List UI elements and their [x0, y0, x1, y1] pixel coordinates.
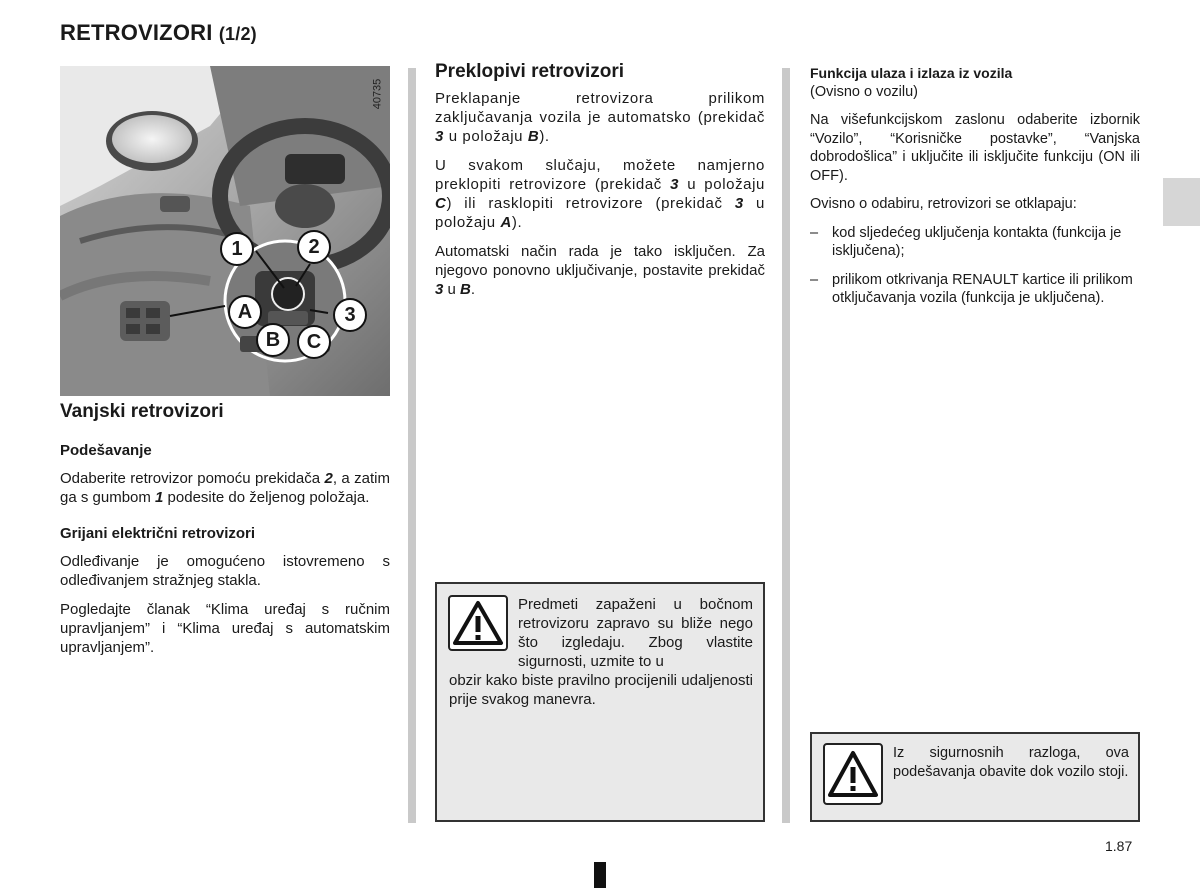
subheading-adjustment: Podešavanje: [60, 442, 152, 459]
unfold-intro-paragraph: Ovisno o odabiru, retrovizori se otklapaju:: [810, 196, 1077, 212]
see-article-paragraph: Pogledajte članak “Klima uređaj s ručnim upravljanjem” i “Klima uređaj s automatskim upravljanjem”.: [60, 601, 390, 656]
list-item: – prilikom otkrivanja RENAULT kartice ili prilikom otključavanja vozila (funkcija je uključena).: [810, 271, 1133, 306]
left-column: [60, 402, 390, 667]
page-number: 1.87: [1105, 838, 1133, 854]
right-column: [810, 64, 1140, 318]
warning-text-bottom: obzir kako biste pravilno procijenili udaljenosti prije svakog manevra.: [449, 672, 753, 708]
section-heading-folding-mirrors: Preklopivi retrovizori: [435, 61, 625, 82]
warning-box-mirror-distance: [435, 582, 765, 822]
warning-triangle-icon: [448, 595, 508, 651]
auto-mode-paragraph: Automatski način rada je tako isključen. Za njegovo ponovno uključivanje, postavite prekidač 3 u B.: [435, 243, 765, 298]
car-interior-illustration: [60, 66, 390, 396]
column-separator-right: [782, 68, 790, 823]
figure-code: 40735: [371, 78, 384, 110]
callout-3: 3: [333, 298, 367, 332]
subheading-heated-mirrors: Grijani električni retrovizori: [60, 525, 256, 542]
callout-A: A: [228, 295, 262, 329]
page-title-suffix: (1/2): [218, 24, 257, 44]
section-heading-outer-mirrors: Vanjski retrovizori: [60, 401, 224, 422]
list-item: – kod sljedećeg uključenja kontakta (funkcija je isključena);: [810, 224, 1122, 259]
column-separator-left: [408, 68, 416, 823]
warning-text-stationary: Iz sigurnosnih razloga, ova podešavanja obavite dok vozilo stoji.: [893, 745, 1129, 780]
callout-1: 1: [220, 232, 254, 266]
folding-manual-paragraph: U svakom slučaju, možete namjerno preklopiti retrovizore (prekidač 3 u položaju C) ili rasklopiti retrovizore (prekidač 3 u položaju A).: [435, 157, 765, 231]
callout-C: C: [297, 325, 331, 359]
mirror-controls-photo: [60, 66, 390, 396]
adjustment-paragraph: Odaberite retrovizor pomoću prekidača 2, a zatim ga s gumbom 1 podesite do željenog položaja.: [60, 470, 390, 506]
section-heading-entry-exit: Funkcija ulaza i izlaza iz vozila: [810, 65, 1013, 81]
middle-column: [435, 62, 765, 309]
multifunction-screen-paragraph: Na višefunkcijskom zaslonu odaberite izbornik “Vozilo”, “Korisničke postavke”, “Vanjska dobrodošlica” i uključite ili isključite funkciju (ON ili OFF).: [810, 112, 1140, 184]
unfold-conditions-list: [810, 224, 1140, 308]
callout-B: B: [256, 323, 290, 357]
callout-2: 2: [297, 230, 331, 264]
warning-triangle-icon: [823, 743, 883, 805]
warning-text-top: Predmeti zapaženi u bočnom retrovizoru zapravo su bliže nego što izgledaju. Zbog vlastite sigurnosti, uzmite to u: [518, 596, 753, 670]
folding-auto-paragraph: Preklapanje retrovizora prilikom zaključavanja vozila je automatsko (prekidač 3 u položaju B).: [435, 90, 765, 145]
warning-box-adjust-stationary: [810, 732, 1140, 822]
bottom-crop-mark: [594, 862, 606, 888]
page-title: RETROVIZORI (1/2): [60, 20, 257, 45]
section-thumb-tab: [1163, 178, 1200, 226]
depends-on-vehicle: (Ovisno o vozilu): [810, 83, 918, 100]
heated-mirrors-paragraph: Odleđivanje je omogućeno istovremeno s odleđivanjem stražnjeg stakla.: [60, 553, 390, 589]
